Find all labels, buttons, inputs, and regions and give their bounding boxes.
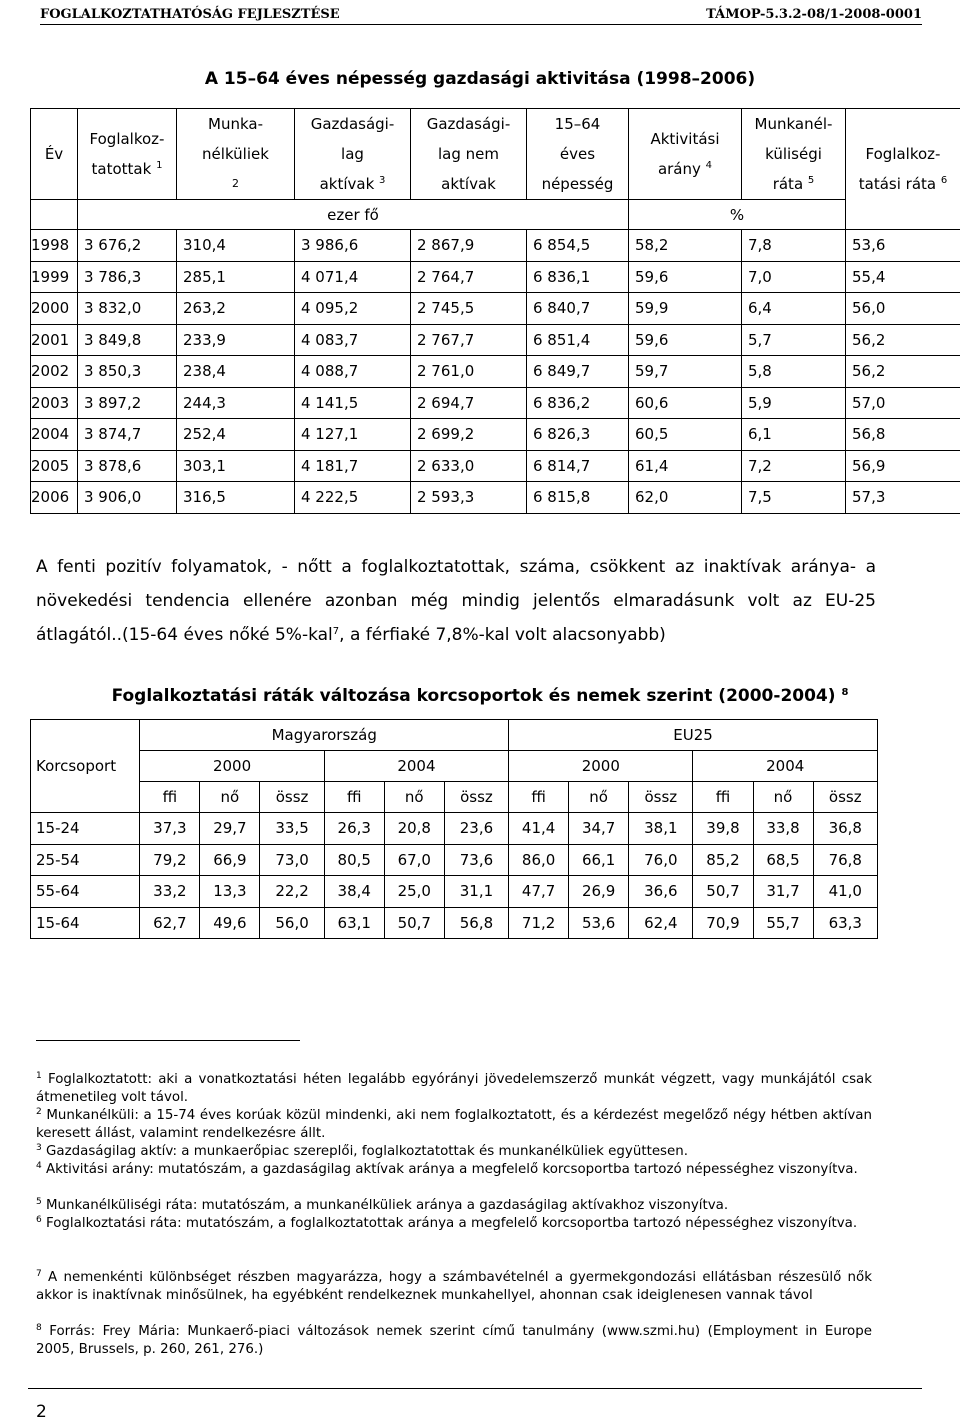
value-cell: 285,1 <box>177 261 295 293</box>
table1-header-row <box>31 109 960 200</box>
value-cell: 238,4 <box>177 356 295 388</box>
footnote-marker: 2 <box>36 1107 42 1117</box>
rate-cell: 53,6 <box>569 907 629 939</box>
sex-header: nő <box>753 782 813 813</box>
rate-cell: 33,8 <box>753 813 813 845</box>
value-cell: 2 633,0 <box>411 450 527 482</box>
rate-cell: 49,6 <box>200 907 260 939</box>
table-row <box>31 261 960 293</box>
table-row <box>31 844 878 876</box>
sex-header: nő <box>569 782 629 813</box>
value-cell: 303,1 <box>177 450 295 482</box>
value-cell: 62,0 <box>629 482 742 514</box>
value-cell: 57,3 <box>846 482 960 514</box>
value-cell: 6 851,4 <box>527 324 629 356</box>
region-eu25: EU25 <box>509 720 878 751</box>
value-cell: 6,1 <box>742 419 846 451</box>
year-cell: 2003 <box>31 387 78 419</box>
value-cell: 3 874,7 <box>78 419 177 451</box>
year-cell: 2001 <box>31 324 78 356</box>
value-cell: 2 745,5 <box>411 293 527 325</box>
rate-cell: 79,2 <box>140 844 200 876</box>
value-cell: 6 836,2 <box>527 387 629 419</box>
value-cell: 233,9 <box>177 324 295 356</box>
rate-cell: 73,0 <box>260 844 324 876</box>
table1-title: A 15–64 éves népesség gazdasági aktivitása (1998–2006) <box>0 69 960 89</box>
table-row <box>31 293 960 325</box>
rate-cell: 66,1 <box>569 844 629 876</box>
rate-cell: 70,9 <box>693 907 753 939</box>
footnote-text: Gazdaságilag aktív: a munkaerőpiac szereplői, foglalkoztatottak és munkanélküliek együttesen. <box>46 1144 688 1159</box>
value-cell: 7,2 <box>742 450 846 482</box>
footer-rule <box>28 1388 922 1389</box>
rate-cell: 26,9 <box>569 876 629 908</box>
unit-percent: % <box>629 200 846 230</box>
table-row <box>31 482 960 514</box>
unit-thousand: ezer fő <box>78 200 629 230</box>
value-cell: 3 986,6 <box>295 230 411 262</box>
age-group-cell: 55-64 <box>31 876 140 908</box>
value-cell: 4 088,7 <box>295 356 411 388</box>
region-magyarorszag: Magyarország <box>140 720 509 751</box>
rate-cell: 38,4 <box>324 876 384 908</box>
value-cell: 55,4 <box>846 261 960 293</box>
rate-cell: 23,6 <box>444 813 508 845</box>
rate-cell: 50,7 <box>384 907 444 939</box>
activity-table <box>30 108 960 514</box>
header-left: FOGLALKOZTATHATÓSÁG FEJLESZTÉSE <box>40 7 340 22</box>
footnote-text: Forrás: Frey Mária: Munkaerő-piaci változások nemek szerint című tanulmány (www.szmi.hu) (Employment in Europe 2005, Brussels, p. 260, 261, 276.) <box>36 1324 872 1357</box>
value-cell: 56,8 <box>846 419 960 451</box>
col-gazd-aktivak: Gazdasági- lag aktívak $^3$ <box>295 109 411 200</box>
table1-unit-row <box>31 200 960 230</box>
sex-header: össz <box>260 782 324 813</box>
value-cell: 58,2 <box>629 230 742 262</box>
value-cell: 3 676,2 <box>78 230 177 262</box>
value-cell: 3 897,2 <box>78 387 177 419</box>
value-cell: 6 840,7 <box>527 293 629 325</box>
col-munkanelkuliek: Munka- nélküliek 2 <box>177 109 295 200</box>
table-row <box>31 813 878 845</box>
sex-header: össz <box>444 782 508 813</box>
footnote-5 <box>36 1197 872 1215</box>
sex-header: össz <box>813 782 877 813</box>
year-cell: 1998 <box>31 230 78 262</box>
col-gazd-nem-aktivak: Gazdasági- lag nem aktívak <box>411 109 527 200</box>
footnote-2 <box>36 1107 872 1143</box>
year-cell: 1999 <box>31 261 78 293</box>
table-row <box>31 230 960 262</box>
rate-cell: 29,7 <box>200 813 260 845</box>
footnote-3 <box>36 1143 872 1161</box>
rate-cell: 13,3 <box>200 876 260 908</box>
employment-rates-table <box>30 719 878 939</box>
rate-cell: 66,9 <box>200 844 260 876</box>
value-cell: 4 127,1 <box>295 419 411 451</box>
sex-header: ffi <box>509 782 569 813</box>
table2-region-row <box>31 720 878 751</box>
value-cell: 60,5 <box>629 419 742 451</box>
value-cell: 2 761,0 <box>411 356 527 388</box>
table2-sex-row <box>31 782 878 813</box>
rate-cell: 85,2 <box>693 844 753 876</box>
value-cell: 6 836,1 <box>527 261 629 293</box>
value-cell: 61,4 <box>629 450 742 482</box>
korcsoport-header: Korcsoport <box>31 720 140 813</box>
col-ev: Év <box>31 109 78 200</box>
value-cell: 60,6 <box>629 387 742 419</box>
value-cell: 3 878,6 <box>78 450 177 482</box>
value-cell: 3 786,3 <box>78 261 177 293</box>
rate-cell: 41,4 <box>509 813 569 845</box>
value-cell: 5,9 <box>742 387 846 419</box>
value-cell: 59,6 <box>629 261 742 293</box>
col-foglalkoztatottak: Foglalkoz- tatottak $^1$ <box>78 109 177 200</box>
value-cell: 263,2 <box>177 293 295 325</box>
value-cell: 3 832,0 <box>78 293 177 325</box>
rate-cell: 63,1 <box>324 907 384 939</box>
value-cell: 6,4 <box>742 293 846 325</box>
year-eu-2000: 2000 <box>509 751 693 782</box>
rate-cell: 47,7 <box>509 876 569 908</box>
value-cell: 53,6 <box>846 230 960 262</box>
rate-cell: 22,2 <box>260 876 324 908</box>
sex-header: ffi <box>693 782 753 813</box>
year-cell: 2004 <box>31 419 78 451</box>
table-row <box>31 876 878 908</box>
col-nepesseg: 15–64 éves népesség <box>527 109 629 200</box>
value-cell: 59,6 <box>629 324 742 356</box>
rate-cell: 80,5 <box>324 844 384 876</box>
sex-header: nő <box>384 782 444 813</box>
year-cell: 2000 <box>31 293 78 325</box>
value-cell: 4 222,5 <box>295 482 411 514</box>
footnote-text: Aktivitási arány: mutatószám, a gazdaságilag aktívak aránya a megfelelő korcsoportba tartozó népességhez viszonyítva. <box>46 1162 858 1177</box>
col-foglalkoztatasi: Foglalkoz- tatási ráta $^6$ <box>846 109 960 230</box>
value-cell: 4 181,7 <box>295 450 411 482</box>
value-cell: 252,4 <box>177 419 295 451</box>
rate-cell: 38,1 <box>629 813 693 845</box>
year-cell: 2006 <box>31 482 78 514</box>
footnote-text: A nemenkénti különbséget részben magyarázza, hogy a számbavételnél a gyermekgondozási ellátásban részesülő nők akkor is inaktívnak minősülnek, ha egyébként rendelkeznek munkahellyel, ahonnan csak ideiglenesen vannak távol <box>36 1270 872 1303</box>
rate-cell: 37,3 <box>140 813 200 845</box>
value-cell: 3 906,0 <box>78 482 177 514</box>
footnote-text: Munkanélküliségi ráta: mutatószám, a munkanélküliek aránya a gazdaságilag aktívakhoz viszonyítva. <box>46 1198 728 1213</box>
value-cell: 5,7 <box>742 324 846 356</box>
value-cell: 4 071,4 <box>295 261 411 293</box>
value-cell: 6 849,7 <box>527 356 629 388</box>
rate-cell: 55,7 <box>753 907 813 939</box>
rate-cell: 20,8 <box>384 813 444 845</box>
table-row <box>31 356 960 388</box>
sex-header: nő <box>200 782 260 813</box>
rate-cell: 33,5 <box>260 813 324 845</box>
table2-title: Foglalkoztatási ráták változása korcsoportok és nemek szerint (2000-2004) $^8$ <box>0 686 960 706</box>
value-cell: 316,5 <box>177 482 295 514</box>
footnote-marker: 7 <box>36 1269 42 1279</box>
rate-cell: 71,2 <box>509 907 569 939</box>
footnote-6 <box>36 1215 872 1233</box>
value-cell: 3 850,3 <box>78 356 177 388</box>
year-hu-2000: 2000 <box>140 751 324 782</box>
rate-cell: 67,0 <box>384 844 444 876</box>
footnote-marker: 3 <box>36 1143 42 1153</box>
table-row <box>31 419 960 451</box>
value-cell: 2 699,2 <box>411 419 527 451</box>
rate-cell: 36,6 <box>629 876 693 908</box>
year-eu-2004: 2004 <box>693 751 878 782</box>
page-number: 2 <box>36 1402 47 1422</box>
value-cell: 6 826,3 <box>527 419 629 451</box>
rate-cell: 31,1 <box>444 876 508 908</box>
footnote-8 <box>36 1323 872 1359</box>
rate-cell: 63,3 <box>813 907 877 939</box>
year-cell: 2002 <box>31 356 78 388</box>
rate-cell: 26,3 <box>324 813 384 845</box>
value-cell: 56,2 <box>846 324 960 356</box>
value-cell: 56,9 <box>846 450 960 482</box>
age-group-cell: 25-54 <box>31 844 140 876</box>
rate-cell: 33,2 <box>140 876 200 908</box>
sex-header: ffi <box>324 782 384 813</box>
body-paragraph: A fenti pozitív folyamatok, - nőtt a foglalkoztatottak, száma, csökkent az inaktívak aránya- a növekedési tendencia ellenére azonban még mindig jelentős elmaradásunk volt az EU-25 átlagától..(15-64 éves nőké 5%-kal$^7$, a férfiaké 7,8%-kal volt alacsonyabb) <box>36 550 876 652</box>
value-cell: 2 593,3 <box>411 482 527 514</box>
value-cell: 4 095,2 <box>295 293 411 325</box>
rate-cell: 68,5 <box>753 844 813 876</box>
footnote-marker: 8 <box>36 1323 42 1333</box>
footnote-separator <box>36 1040 300 1041</box>
rate-cell: 76,0 <box>629 844 693 876</box>
value-cell: 57,0 <box>846 387 960 419</box>
value-cell: 2 867,9 <box>411 230 527 262</box>
footnote-marker: 4 <box>36 1161 42 1171</box>
rate-cell: 34,7 <box>569 813 629 845</box>
col-munkanelkulisegi: Munkanél- küliségi ráta $^5$ <box>742 109 846 200</box>
header-right: TÁMOP-5.3.2-08/1-2008-0001 <box>706 7 922 22</box>
rate-cell: 39,8 <box>693 813 753 845</box>
table-row <box>31 324 960 356</box>
rate-cell: 73,6 <box>444 844 508 876</box>
value-cell: 5,8 <box>742 356 846 388</box>
value-cell: 7,8 <box>742 230 846 262</box>
footnote-text: Foglalkoztatási ráta: mutatószám, a foglalkoztatottak aránya a megfelelő korcsoportba tartozó népességhez viszonyítva. <box>46 1216 857 1231</box>
table-row <box>31 450 960 482</box>
rate-cell: 41,0 <box>813 876 877 908</box>
value-cell: 56,2 <box>846 356 960 388</box>
running-header <box>40 4 922 25</box>
footnote-text: Munkanélküli: a 15-74 éves korúak közül mindenki, aki nem foglalkoztatott, és a kérdezést megelőző négy hétben aktívan keresett állást, valamint rendelkezésre állt. <box>36 1108 872 1141</box>
footnote-marker: 1 <box>36 1071 42 1081</box>
value-cell: 7,5 <box>742 482 846 514</box>
rate-cell: 62,7 <box>140 907 200 939</box>
value-cell: 4 141,5 <box>295 387 411 419</box>
rate-cell: 86,0 <box>509 844 569 876</box>
age-group-cell: 15-24 <box>31 813 140 845</box>
value-cell: 6 815,8 <box>527 482 629 514</box>
sex-header: ffi <box>140 782 200 813</box>
rate-cell: 36,8 <box>813 813 877 845</box>
value-cell: 4 083,7 <box>295 324 411 356</box>
rate-cell: 62,4 <box>629 907 693 939</box>
table-row <box>31 907 878 939</box>
value-cell: 2 694,7 <box>411 387 527 419</box>
value-cell: 6 814,7 <box>527 450 629 482</box>
footnote-4 <box>36 1161 872 1179</box>
rate-cell: 31,7 <box>753 876 813 908</box>
rate-cell: 56,8 <box>444 907 508 939</box>
footnote-text: Foglalkoztatott: aki a vonatkoztatási héten legalább egyórányi jövedelemszerző munkát végzett, vagy munkájától csak átmenetileg volt távol. <box>36 1072 872 1105</box>
value-cell: 6 854,5 <box>527 230 629 262</box>
value-cell: 310,4 <box>177 230 295 262</box>
year-cell: 2005 <box>31 450 78 482</box>
footnote-7 <box>36 1269 872 1305</box>
age-group-cell: 15-64 <box>31 907 140 939</box>
value-cell: 2 767,7 <box>411 324 527 356</box>
value-cell: 59,9 <box>629 293 742 325</box>
value-cell: 59,7 <box>629 356 742 388</box>
value-cell: 2 764,7 <box>411 261 527 293</box>
rate-cell: 25,0 <box>384 876 444 908</box>
value-cell: 56,0 <box>846 293 960 325</box>
sex-header: össz <box>629 782 693 813</box>
rate-cell: 56,0 <box>260 907 324 939</box>
footnote-marker: 6 <box>36 1215 42 1225</box>
footnote-marker: 5 <box>36 1197 42 1207</box>
table2-year-row <box>31 751 878 782</box>
value-cell: 3 849,8 <box>78 324 177 356</box>
footnote-1 <box>36 1071 872 1107</box>
rate-cell: 50,7 <box>693 876 753 908</box>
table-row <box>31 387 960 419</box>
rate-cell: 76,8 <box>813 844 877 876</box>
year-hu-2004: 2004 <box>324 751 508 782</box>
value-cell: 7,0 <box>742 261 846 293</box>
col-aktivitasi: Aktivitási arány $^4$ <box>629 109 742 200</box>
value-cell: 244,3 <box>177 387 295 419</box>
